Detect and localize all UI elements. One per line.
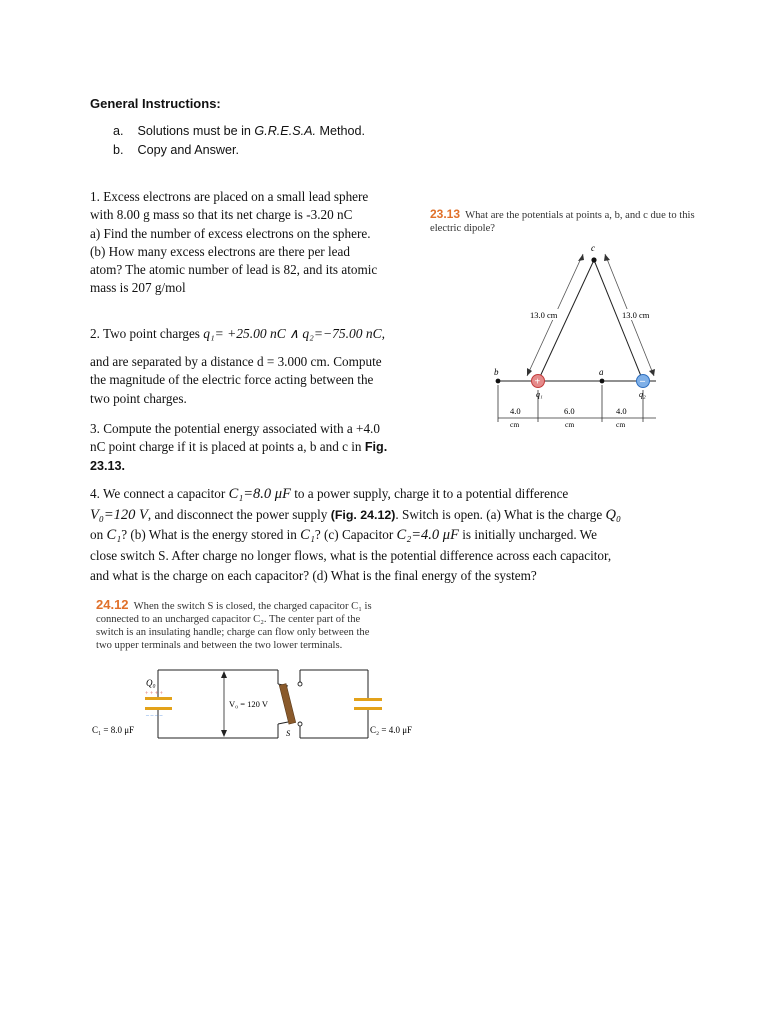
c1-plate-top <box>145 697 172 700</box>
label-a: a <box>599 367 604 377</box>
dim-3-unit: cm <box>616 420 626 429</box>
right-side-line <box>594 260 643 381</box>
question-4: 4. We connect a capacitor C₁=8.0 μF to a power supply, charge it to a potential difference V₀=120 V, and disconnect the power supply (Fig. 24.12). Switch is open. (a) What is the charge Q₀ on C₁? (b) What is the energy stored in C₁? (c) Capacitor C₂=4.0 μF is initially uncharged. We close switch S. After charge no longer flows, what is the potential difference across each capacitor, and what is the charge on each capacitor? (d) What is the final energy of the system? <box>90 486 622 583</box>
instruction-a: a. Solutions must be in G.R.E.S.A. Method. <box>113 124 366 138</box>
c2-plate-bottom <box>354 707 382 710</box>
arrowhead <box>649 369 655 376</box>
instructions-title: General Instructions: <box>90 96 221 111</box>
c1-negative-charges: – – – – <box>146 713 163 719</box>
arrowhead <box>221 730 227 737</box>
point-c <box>591 257 596 262</box>
left-length-label: 13.0 cm <box>530 310 558 320</box>
q2-charges-formula: q₁= +25.00 nC ∧ q₂=−75.00 nC, <box>203 326 385 341</box>
switch-label: S <box>286 728 291 738</box>
arrowhead <box>221 671 227 678</box>
c1-label: C₁ = 8.0 μF <box>92 725 135 735</box>
dim-1-unit: cm <box>510 420 520 429</box>
instruction-b: b. Copy and Answer. <box>113 143 240 157</box>
q1-label: q₁ <box>536 390 543 399</box>
left-side-line <box>538 260 594 381</box>
point-a <box>600 379 605 384</box>
switch-blade-bottom <box>278 722 288 724</box>
dim-3-value: 4.0 <box>616 406 627 416</box>
arrowhead <box>604 254 610 261</box>
figure-number: 23.13 <box>430 207 461 221</box>
dim-1-value: 4.0 <box>510 406 521 416</box>
electric-dipole-figure <box>480 240 680 440</box>
switch-terminal <box>298 682 302 686</box>
c1-plate-bottom <box>145 707 172 710</box>
switch-handle <box>279 684 295 725</box>
figure-24-12-caption: 24.12 When the switch S is closed, the charged capacitor C₁ is connected to an uncharged capacitor C₂. The center part of the switch is an insulating handle; charge can flow only between the two upper terminals and between the two lower terminals. <box>96 597 372 651</box>
question-3: 3. Compute the potential energy associated with a +4.0 nC point charge if it is placed at points a, b and c in Fig. 23.13. <box>90 421 388 473</box>
question-1: 1. Excess electrons are placed on a small lead sphere with 8.00 g mass so that its net charge is -3.20 nC a) Find the number of excess electrons on the sphere. (b) How many excess electrons are there per lead atom? The atomic number of lead is 82, and its atomic mass is 207 g/mol <box>90 189 378 296</box>
figure-23-13-caption: 23.13 What are the potentials at points a, b, and c due to this electric dipole? <box>430 207 695 234</box>
q2-label: q₂ <box>639 390 646 399</box>
capacitor-circuit-figure <box>90 662 450 746</box>
q0-label: Q₀ <box>146 678 156 688</box>
label-b: b <box>494 367 499 377</box>
dim-2-value: 6.0 <box>564 406 575 416</box>
label-c: c <box>591 243 595 253</box>
figure-number: 24.12 <box>96 597 129 612</box>
arrowhead <box>527 368 532 376</box>
switch-terminal <box>298 722 302 726</box>
point-b <box>496 379 501 384</box>
v0-label: V₀ = 120 V <box>229 699 269 709</box>
marker-b: b. <box>113 143 124 157</box>
c2-label: C₂ = 4.0 μF <box>370 725 413 735</box>
arrowhead <box>578 254 584 261</box>
c2-plate-top <box>354 698 382 701</box>
marker-a: a. <box>113 124 124 138</box>
question-2: 2. Two point charges q₁= +25.00 nC ∧ q₂=−75.00 nC, and are separated by a distance d = 3.000 cm. Compute the magnitude of the electric force acting between the two point charges. <box>90 326 385 406</box>
plus-sign: + <box>534 376 541 388</box>
dim-2-unit: cm <box>565 420 575 429</box>
right-length-label: 13.0 cm <box>622 310 650 320</box>
minus-sign: – <box>640 376 645 387</box>
c1-positive-charges: + + + + <box>145 691 164 697</box>
